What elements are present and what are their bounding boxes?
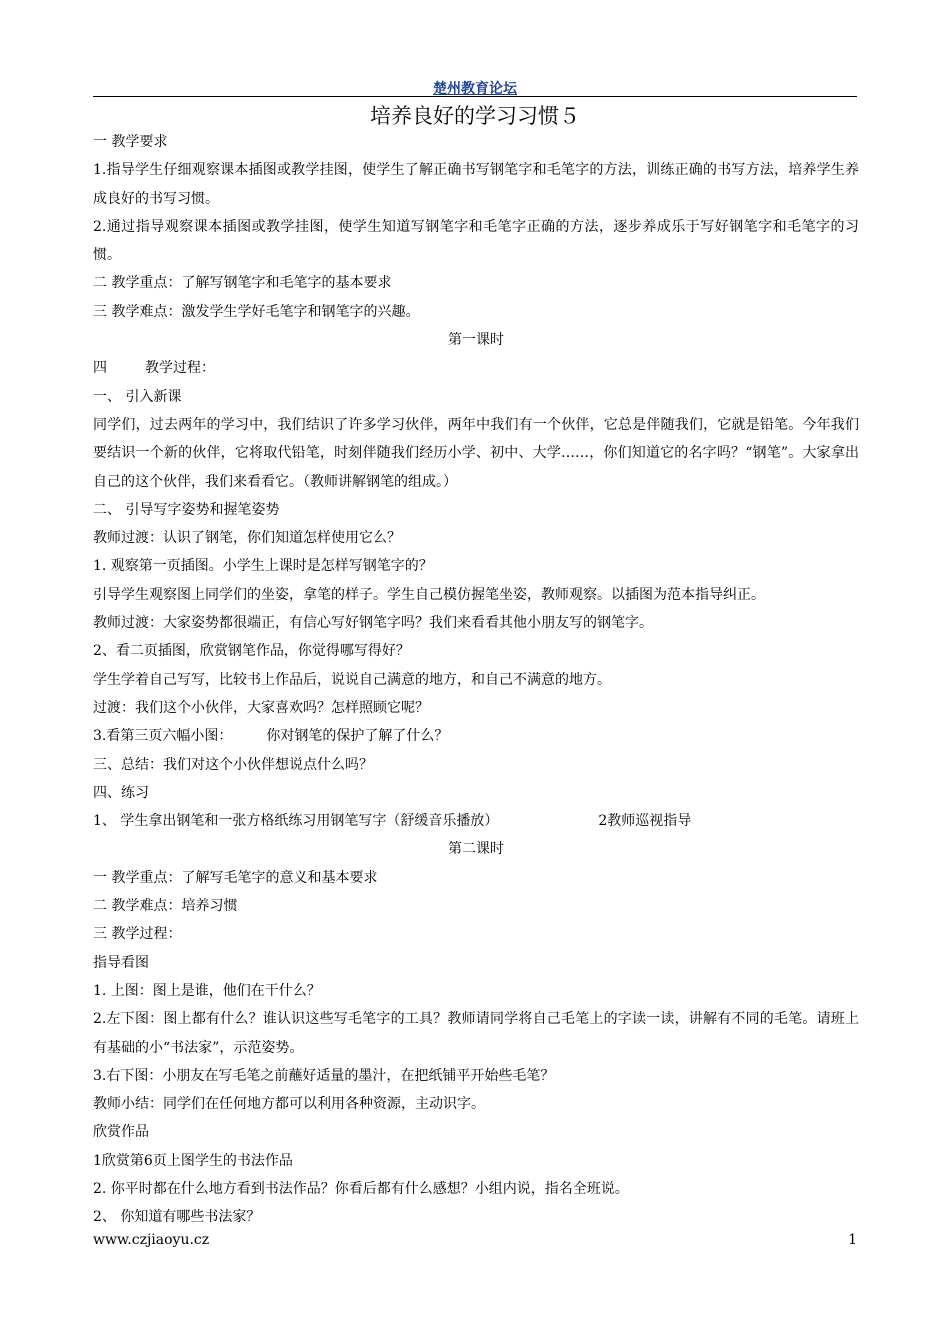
page-number: 1 xyxy=(848,1232,857,1248)
section-heading-process xyxy=(93,354,859,382)
paragraph: 学生学着自己写写，比较书上作品后，说说自己满意的地方，和自己不满意的地方。 xyxy=(93,671,611,688)
paragraph: 同学们，过去两年的学习中，我们结识了许多学习伙伴，两年中我们有一个伙伴，它总是伴随我们，它就是铅笔。今年我们要结识一个新的伙伴，它将取代铅笔，时刻伴随我们经历小学、初中、大学……，你们知道它的名字吗？“钢笔”。大家拿出自己的这个伙伴，我们来看看它。（教师讲解钢笔的组成。） xyxy=(93,416,859,490)
paragraph: 教师小结：同学们在任何地方都可以利用各种资源，主动识字。 xyxy=(93,1096,485,1113)
paragraph: 引导学生观察图上同学们的坐姿，拿笔的样子。学生自己模仿握笔坐姿，教师观察。以插图为范本指导纠正。 xyxy=(93,586,765,603)
header-forum-link[interactable]: 楚州教育论坛 xyxy=(433,81,517,97)
step-heading: 四、练习 xyxy=(93,784,149,801)
list-item: 2.左下图：图上都有什么？谁认识这些写毛笔字的工具？教师请同学将自己毛笔上的字读一读，讲解有不同的毛笔。请班上有基础的小“书法家”，示范姿势。 xyxy=(93,1011,859,1056)
header-divider xyxy=(93,96,857,97)
process-label: 教学过程： xyxy=(145,360,215,377)
paragraph: 教师过渡：认识了钢笔，你们知道怎样使用它么？ xyxy=(93,530,401,547)
document-body xyxy=(93,128,859,1232)
paragraph: 2.通过指导观察课本插图或教学挂图，使学生知道写钢笔字和毛笔字正确的方法，逐步养成乐于写好钢笔字和毛笔字的习惯。 xyxy=(93,218,859,264)
list-item: 1欣赏第6页上图学生的书法作品 xyxy=(93,1152,293,1169)
step-heading: 二、 引导写字姿势和握笔姿势 xyxy=(93,501,280,518)
list-item: 3.右下图：小朋友在写毛笔之前蘸好适量的墨汁，在把纸铺平开始些毛笔？ xyxy=(93,1067,555,1084)
step-heading: 一、 引入新课 xyxy=(93,388,182,405)
list-item: 1. 观察第一页插图。小学生上课时是怎样写钢笔字的？ xyxy=(93,558,433,575)
step-heading: 欣赏作品 xyxy=(93,1124,149,1141)
paragraph: 教师过渡：大家姿势都很端正，有信心写好钢笔字吗？我们来看看其他小朋友写的钢笔字。 xyxy=(93,615,653,632)
list-item: 2. 你平时都在什么地方看到书法作品？你看后都有什么感想？小组内说，指名全班说。 xyxy=(93,1180,629,1197)
list-item: 2、看二页插图，欣赏钢笔作品，你觉得哪写得好？ xyxy=(93,643,410,660)
list-item: 1、 学生拿出钢笔和一张方格纸练习用钢笔写字（舒缓音乐播放） 2教师巡视指导 xyxy=(93,813,692,830)
section-heading-process: 三 教学过程： xyxy=(93,926,182,943)
section-heading-difficulty: 三 教学难点：激发学生学好毛笔字和钢笔字的兴趣。 xyxy=(93,303,420,320)
footer-url: www.czjiaoyu.cz xyxy=(93,1232,210,1248)
step-heading: 三、总结：我们对这个小伙伴想说点什么吗？ xyxy=(93,756,373,773)
lesson-heading-second: 第二课时 xyxy=(448,841,504,858)
paragraph: 过渡：我们这个小伙伴，大家喜欢吗？怎样照顾它呢？ xyxy=(93,699,429,716)
section-heading-requirements: 一 教学要求 xyxy=(93,134,168,150)
paragraph: 1.指导学生仔细观察课本插图或教学挂图，使学生了解正确书写钢笔字和毛笔字的方法，训练正确的书写方法，培养学生养成良好的书写习惯。 xyxy=(93,162,859,207)
section-heading-difficulty: 二 教学难点：培养习惯 xyxy=(93,898,238,915)
list-item: 1. 上图：图上是谁，他们在干什么？ xyxy=(93,982,321,999)
lesson-heading-first: 第一课时 xyxy=(448,332,504,349)
list-item: 3.看第三页六幅小图： 你对钢笔的保护了解了什么？ xyxy=(93,728,449,745)
section-heading-focus: 一 教学重点：了解写毛笔字的意义和基本要求 xyxy=(93,869,378,886)
process-number: 四 xyxy=(93,360,107,377)
document-title: 培养良好的学习习惯５ xyxy=(370,104,580,128)
list-item: 2、 你知道有哪些书法家？ xyxy=(93,1209,261,1226)
step-heading: 指导看图 xyxy=(93,954,149,971)
section-heading-focus: 二 教学重点：了解写钢笔字和毛笔字的基本要求 xyxy=(93,275,392,292)
